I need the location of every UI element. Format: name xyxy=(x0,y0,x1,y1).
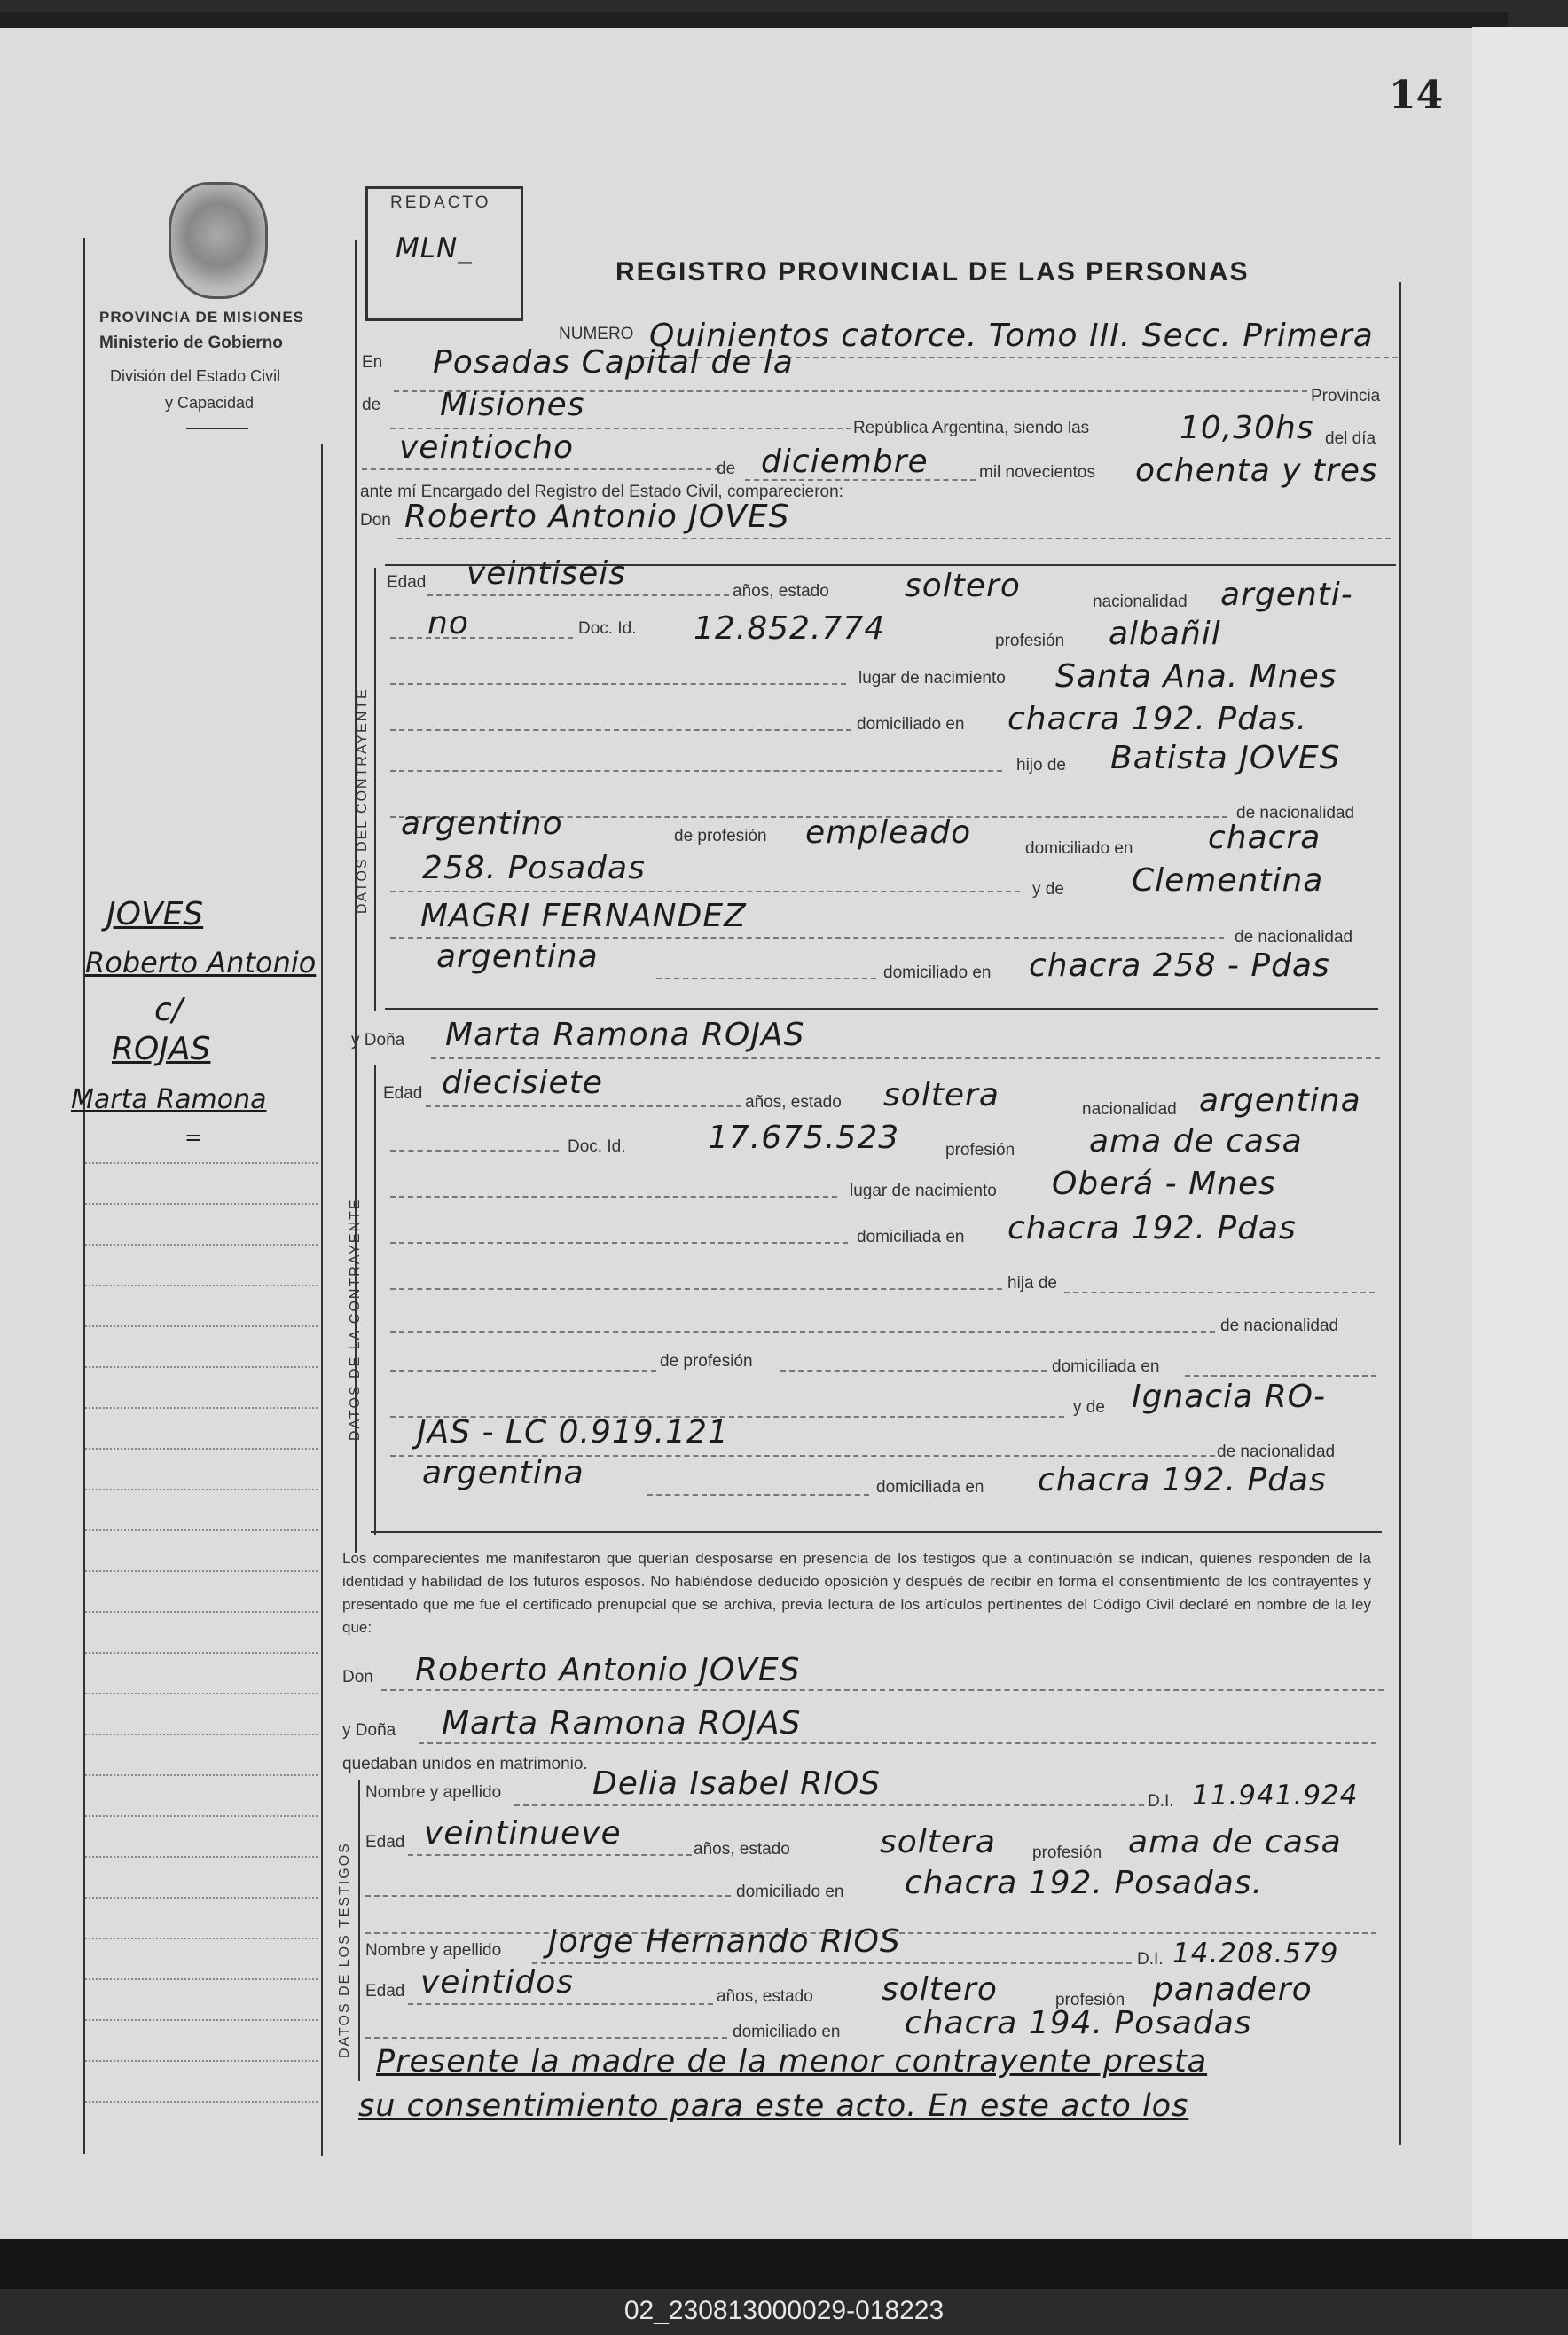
contrayenta-y-de-label: y de xyxy=(1073,1398,1105,1417)
contrayenta-anios-estado: años, estado xyxy=(745,1093,842,1112)
del-dia-label: del día xyxy=(1325,429,1376,448)
ministry-label: Ministerio de Gobierno xyxy=(99,334,283,352)
madre-value: Clementina xyxy=(1132,862,1324,899)
hora-value: 10,30hs xyxy=(1180,410,1314,446)
contrayenta-lugar-value: Oberá - Mnes xyxy=(1052,1166,1276,1202)
coat-of-arms-seal xyxy=(169,182,268,299)
t1-edad-value: veintinueve xyxy=(424,1815,622,1851)
contrayenta-bracket xyxy=(374,1065,376,1535)
padre-value: Batista JOVES xyxy=(1110,740,1341,776)
doc-value: 12.852.774 xyxy=(694,610,886,647)
declaration-paragraph: Los comparecientes me manifestaron que querían desposarse en presencia de los testigos que a continuación se indican, quienes responden de la identidad y habilidad de los futuros esposos. No habiéndose deducido oposición y después de recibir en forma el consentimiento de los contrayentes y presentado que me fue el certificado prenupcial que se archiva, previa lectura de los artículos pertinentes del Código Civil declaré en nombre de la ley que: xyxy=(342,1550,1371,1636)
anios-estado-label: años, estado xyxy=(733,582,829,601)
t2-edad-value: veintidos xyxy=(420,1964,575,2001)
scan-file-caption: 02_230813000029-018223 xyxy=(623,2296,945,2325)
t2-estado-value: soltero xyxy=(882,1971,998,2008)
numero-label: NUMERO xyxy=(559,325,634,343)
contrayenta-lugar-label: lugar de nacimiento xyxy=(850,1182,997,1200)
contrayenta-madre-value-cont: JAS - LC 0.919.121 xyxy=(417,1414,729,1451)
contrayenta-dom2-label: domiciliada en xyxy=(1052,1357,1160,1376)
t1-prof-value: ama de casa xyxy=(1128,1824,1342,1860)
note-line-1: Presente la madre de la menor contrayente presta xyxy=(376,2044,1208,2079)
note-line-2: su consentimiento para este acto. En este acto los xyxy=(358,2088,1189,2124)
margin-mark: = xyxy=(184,1125,203,1150)
margin-names: Roberto Antonio xyxy=(85,946,317,979)
contrayenta-madre-de-nac-label: de nacionalidad xyxy=(1217,1443,1336,1461)
contrayenta-side-label: DATOS DE LA CONTRAYENTE xyxy=(348,1198,363,1441)
testigos-side-label: DATOS DE LOS TESTIGOS xyxy=(337,1842,352,2058)
t1-prof-label: profesión xyxy=(1032,1844,1102,1862)
t2-dom-value: chacra 194. Posadas xyxy=(905,2005,1252,2041)
declaration-don-label: Don xyxy=(342,1668,373,1686)
nacionalidad-cont: no xyxy=(427,605,469,641)
madre-value-cont: MAGRI FERNANDEZ xyxy=(420,898,747,934)
madre-nacionalidad: argentina xyxy=(436,939,599,975)
contrayenta-edad-label: Edad xyxy=(383,1084,423,1103)
t2-di-value: 14.208.579 xyxy=(1172,1938,1339,1969)
declaration-dona-label: y Doña xyxy=(342,1721,396,1740)
anio-value: ochenta y tres xyxy=(1135,452,1378,489)
t1-di-label: D.I. xyxy=(1148,1792,1174,1811)
body-right-rule xyxy=(1399,282,1401,2145)
testigos-bracket xyxy=(358,1780,360,2081)
mil-novecientos-label: mil novecientos xyxy=(979,463,1095,482)
contrayenta-dom-label: domiciliada en xyxy=(857,1228,965,1246)
left-margin-rule xyxy=(83,238,85,2154)
edad-label: Edad xyxy=(387,573,427,592)
stamp-label: REDACTO xyxy=(390,193,491,212)
hija-label: hija de xyxy=(1007,1274,1057,1293)
contrayenta-nac-value: argentina xyxy=(1199,1082,1361,1119)
section-rule xyxy=(385,1008,1378,1010)
declaration-dona-value: Marta Ramona ROJAS xyxy=(442,1705,802,1741)
t1-di-value: 11.941.924 xyxy=(1192,1780,1359,1812)
t1-dom-label: domiciliado en xyxy=(736,1883,844,1901)
madre-domicilio: chacra 258 - Pdas xyxy=(1029,947,1330,984)
t1-edad-label: Edad xyxy=(365,1833,405,1851)
contrayenta-de-prof-label: de profesión xyxy=(660,1352,753,1371)
page-number: 14 xyxy=(1389,73,1444,118)
en-value: Posadas Capital de la xyxy=(433,344,794,381)
t2-dom-label: domiciliado en xyxy=(733,2023,841,2041)
madre-de-nacionalidad-label: de nacionalidad xyxy=(1235,928,1353,947)
t2-nombre-label: Nombre y apellido xyxy=(365,1941,502,1960)
margin-con: c/ xyxy=(154,992,183,1028)
dona-value: Marta Ramona ROJAS xyxy=(445,1017,805,1053)
padre-domicilio: chacra xyxy=(1208,820,1321,856)
contrayente-side-label: DATOS DEL CONTRAYENTE xyxy=(355,688,370,914)
t1-dom-value: chacra 192. Posadas. xyxy=(905,1865,1264,1901)
contrayenta-estado-value: soltera xyxy=(883,1077,1000,1113)
contrayenta-nac-label: nacionalidad xyxy=(1082,1100,1177,1119)
de-label: de xyxy=(362,396,381,414)
padre-domicilio-cont: 258. Posadas xyxy=(422,850,646,886)
padre-domicilio-label: domiciliado en xyxy=(1025,839,1133,858)
quedaban-text: quedaban unidos en matrimonio. xyxy=(342,1755,588,1773)
contrayenta-prof-value: ama de casa xyxy=(1089,1123,1303,1160)
domicilio-value: chacra 192. Pdas. xyxy=(1007,701,1308,737)
contrayenta-madre-dom: chacra 192. Pdas xyxy=(1038,1462,1327,1498)
dia-value: veintiocho xyxy=(399,429,575,466)
contrayenta-prof-label: profesión xyxy=(945,1141,1015,1160)
contrayenta-madre-dom-label: domiciliada en xyxy=(876,1478,984,1497)
scan-footer-bar xyxy=(0,2239,1568,2289)
division-label: División del Estado Civil xyxy=(110,367,281,385)
provincia-label: Provincia xyxy=(1311,387,1381,405)
margin-column-rule xyxy=(321,444,323,2156)
margin-names-2: Marta Ramona xyxy=(71,1084,267,1115)
page-title: REGISTRO PROVINCIAL DE LAS PERSONAS xyxy=(615,257,1250,287)
hijo-label: hijo de xyxy=(1016,756,1066,774)
t2-prof-label: profesión xyxy=(1055,1991,1125,2009)
page-edge xyxy=(1472,27,1568,2245)
don-value: Roberto Antonio JOVES xyxy=(404,499,790,535)
t1-nombre-label: Nombre y apellido xyxy=(365,1783,502,1802)
contrayenta-doc-label: Doc. Id. xyxy=(568,1137,626,1156)
contrayenta-madre-nac: argentina xyxy=(422,1455,584,1491)
stamp-initials: MLN_ xyxy=(396,232,473,264)
doc-label: Doc. Id. xyxy=(578,619,637,638)
profesion-label: profesión xyxy=(995,632,1065,650)
madre-domicilio-label: domiciliado en xyxy=(883,963,992,982)
contrayenta-doc-value: 17.675.523 xyxy=(708,1120,900,1156)
ante-text: ante mí Encargado del Registro del Estado Civil, comparecieron: xyxy=(360,483,843,501)
mes-value: diciembre xyxy=(761,444,929,480)
province-label: PROVINCIA DE MISIONES xyxy=(99,309,305,326)
lugar-label: lugar de nacimiento xyxy=(858,669,1006,688)
divider xyxy=(186,428,248,429)
y-de-label: y de xyxy=(1032,880,1064,899)
profesion-value: albañil xyxy=(1109,616,1221,652)
contrayenta-de-nac-label: de nacionalidad xyxy=(1220,1317,1339,1335)
capacity-label: y Capacidad xyxy=(165,394,255,412)
de-nacionalidad-label: de nacionalidad xyxy=(1236,804,1355,822)
en-label: En xyxy=(362,353,383,372)
t2-edad-label: Edad xyxy=(365,1982,405,2001)
t1-estado-value: soltera xyxy=(880,1824,996,1860)
de-value: Misiones xyxy=(440,387,585,423)
margin-surname: JOVES xyxy=(106,896,204,932)
nacionalidad-label: nacionalidad xyxy=(1093,593,1188,611)
contrayente-bracket xyxy=(374,568,376,1011)
contrayenta-edad-value: diecisiete xyxy=(442,1065,603,1101)
t1-anios-estado: años, estado xyxy=(694,1840,790,1859)
dona-label: y Doña xyxy=(351,1031,405,1050)
republica-text: República Argentina, siendo las xyxy=(853,419,1090,437)
t2-nombre-value: Jorge Hernando RIOS xyxy=(548,1923,901,1960)
contrayenta-dom-value: chacra 192. Pdas xyxy=(1007,1210,1297,1246)
numero-value: Quinientos catorce. Tomo III. Secc. Primera xyxy=(649,318,1374,354)
de-profesion-label: de profesión xyxy=(674,827,767,845)
t2-anios-estado: años, estado xyxy=(717,1987,813,2006)
padre-profesion: empleado xyxy=(805,814,972,851)
declaration-don-value: Roberto Antonio JOVES xyxy=(415,1652,801,1688)
nacionalidad-value: argenti- xyxy=(1220,577,1353,613)
don-label: Don xyxy=(360,511,391,530)
padre-nacionalidad: argentino xyxy=(401,806,563,842)
de2-label: de xyxy=(717,460,736,478)
lugar-value: Santa Ana. Mnes xyxy=(1055,658,1337,695)
edad-value: veintiseis xyxy=(466,555,627,592)
t2-prof-value: panadero xyxy=(1153,1971,1313,2008)
margin-surname-2: ROJAS xyxy=(112,1031,211,1067)
t2-di-label: D.I. xyxy=(1137,1950,1164,1969)
estado-value: soltero xyxy=(905,568,1021,604)
section-rule xyxy=(371,1531,1382,1533)
contrayenta-madre-value: Ignacia RO- xyxy=(1132,1379,1326,1415)
t1-nombre-value: Delia Isabel RIOS xyxy=(592,1765,882,1802)
domicilio-label: domiciliado en xyxy=(857,715,965,734)
